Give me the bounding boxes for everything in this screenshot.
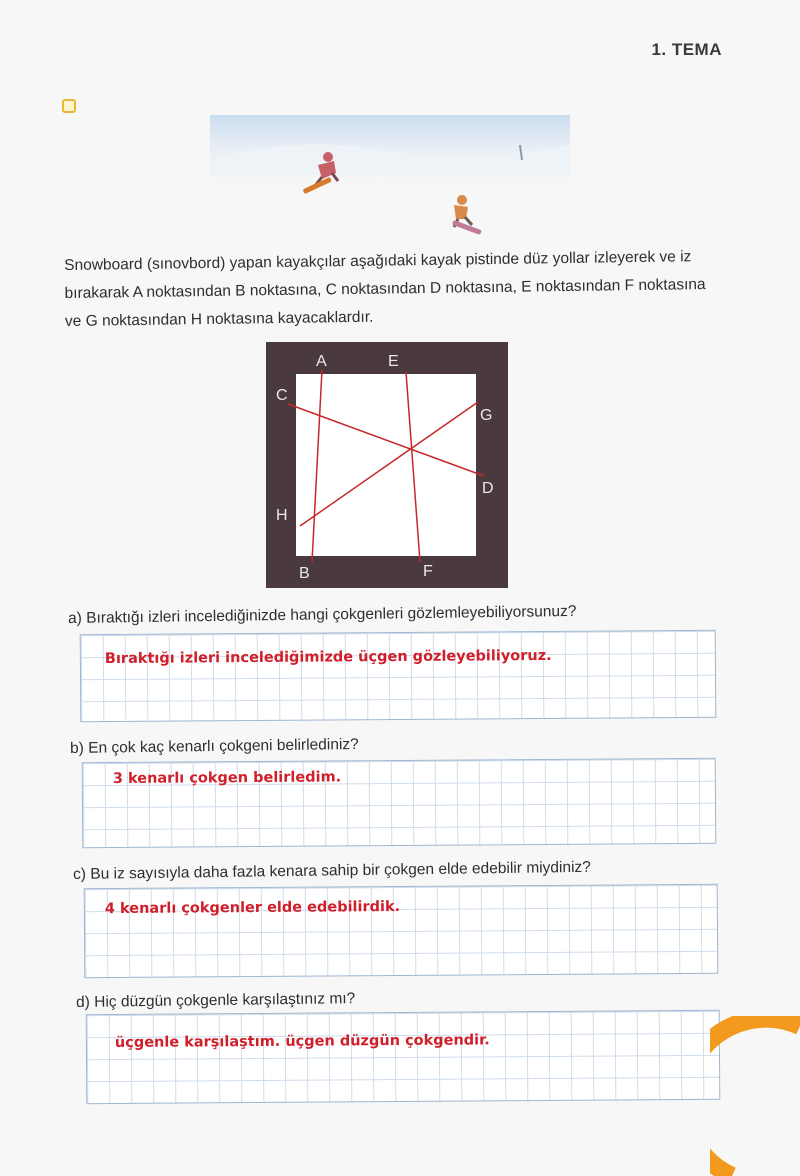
answer-c: 4 kenarlı çokgenler elde edebilirdik. xyxy=(104,899,401,918)
question-c: c) Bu iz sayısıyla daha fazla kenara sahip bir çokgen elde edebilir miydiniz? xyxy=(73,858,591,883)
answer-box-c[interactable] xyxy=(84,884,719,978)
intro-paragraph: Snowboard (sınovbord) yapan kayakçılar aşağıdaki kayak pistinde düz yollar izleyerek ve iz bırakarak A noktasından B noktasına, C noktasından D noktasına, E noktasından F noktasına ve G noktasından H noktasına kayacaklardır. xyxy=(64,248,706,330)
snowboarder-2-icon xyxy=(452,195,482,235)
point-label-a: A xyxy=(316,353,327,370)
question-d: d) Hiç düzgün çokgenle karşılaştınız mı? xyxy=(76,990,356,1011)
answer-b: 3 kenarlı çokgen belirledim. xyxy=(112,769,342,787)
question-a: a) Bıraktığı izleri incelediğinizde hangi çokgenleri gözlemleyebiliyorsunuz? xyxy=(68,602,577,627)
point-label-d: D xyxy=(482,480,494,497)
point-label-g: G xyxy=(480,407,493,424)
question-number-icon xyxy=(62,99,76,113)
point-label-c: C xyxy=(276,387,288,404)
answer-box-d[interactable] xyxy=(86,1010,721,1104)
orange-arc-shape xyxy=(710,1019,800,1176)
question-b: b) En çok kaç kenarlı çokgeni belirlediniz? xyxy=(70,735,359,757)
corner-decoration xyxy=(710,1016,800,1176)
diagram-inner-area xyxy=(296,374,476,556)
answer-box-a[interactable] xyxy=(80,630,717,722)
snowboarders-illustration xyxy=(210,115,570,240)
point-label-f: F xyxy=(423,563,433,580)
point-label-h: H xyxy=(276,507,288,524)
answer-d: üçgenle karşılaştım. üçgen düzgün çokgendir. xyxy=(114,1032,490,1052)
point-label-e: E xyxy=(388,353,399,370)
theme-header: 1. TEMA xyxy=(651,40,722,59)
answer-a: Bıraktığı izleri incelediğimizde üçgen gözleyebiliyoruz. xyxy=(104,647,552,668)
ski-track-diagram xyxy=(266,342,508,588)
answer-box-b[interactable] xyxy=(82,758,717,848)
point-label-b: B xyxy=(299,565,310,582)
